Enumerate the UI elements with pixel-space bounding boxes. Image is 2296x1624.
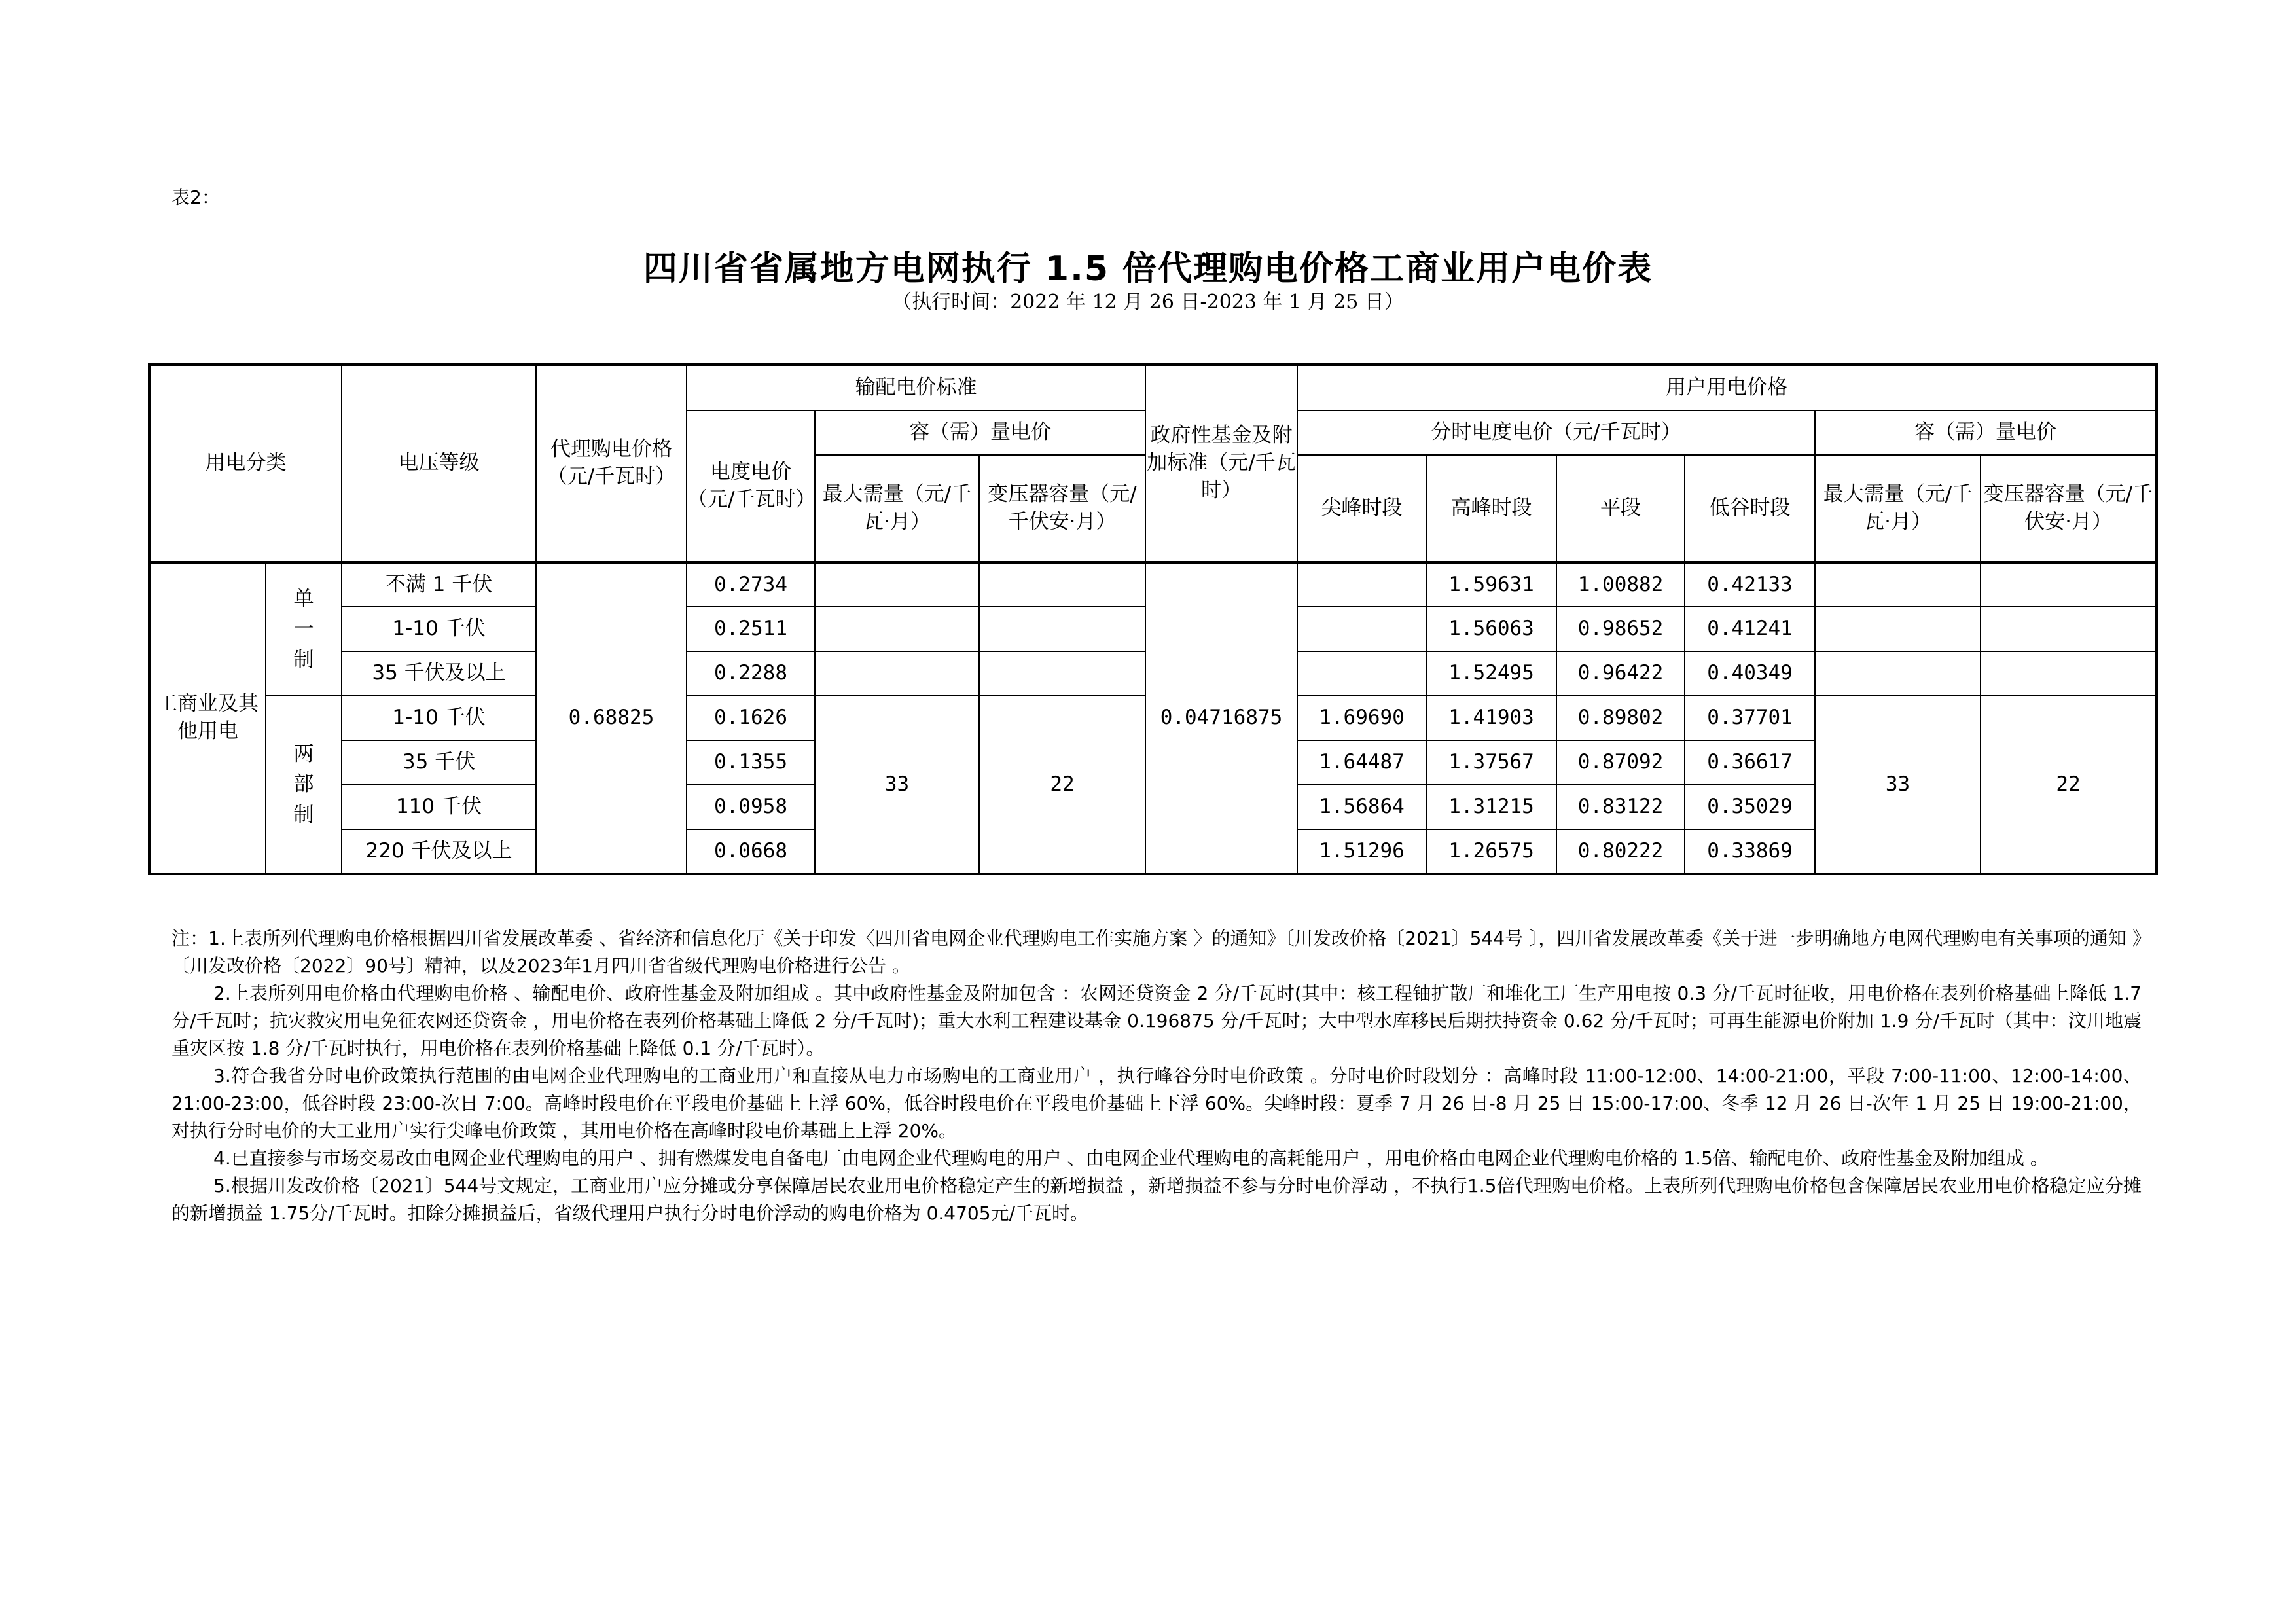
voltage-cell: 35 千伏 xyxy=(342,740,536,785)
valley-cell: 0.37701 xyxy=(1685,696,1815,740)
header-voltage: 电压等级 xyxy=(342,365,536,562)
voltage-cell: 110 千伏 xyxy=(342,785,536,829)
sharp-peak-cell: 1.56864 xyxy=(1297,785,1426,829)
voltage-cell: 220 千伏及以上 xyxy=(342,829,536,874)
header-user-price: 用户用电价格 xyxy=(1297,365,2157,410)
header-tou-price: 分时电度电价（元/千瓦时） xyxy=(1297,410,1815,455)
header-energy-price: 电度电价（元/千瓦时） xyxy=(687,410,815,562)
note-2: 2.上表所列用电价格由代理购电价格 、输配电价、政府性基金及附加组成 。其中政府性基金及附加包含 ：农网还贷资金 2 分/千瓦时(其中：核工程铀扩散厂和堆化工厂生产用电按 0.3 分/千瓦时征收，用电价格在表列价格基础上降低 1.7 分/千瓦时；抗灾救灾用电免征农网还贷资金 ，用电价格在表列价格基础上降低 2 分/千瓦时)；重大水利工程建设基金 0.196875 分/千瓦时；大中型水库移民后期扶持资金 0.62 分/千瓦时；可再生能源电价附加 1.9 分/千瓦时（其中：汶川地震重灾区按 1.8 分/千瓦时执行，用电价格在表列价格基础上降低 0.1 分/千瓦时）。 xyxy=(171,983,2142,1059)
valley-cell: 0.36617 xyxy=(1685,740,1815,785)
max-demand-cell xyxy=(815,607,979,651)
user-transformer-cell xyxy=(1981,651,2157,696)
sharp-peak-cell xyxy=(1297,651,1426,696)
sharp-peak-cell xyxy=(1297,562,1426,607)
user-transformer-cell xyxy=(1981,562,2157,607)
header-peak: 高峰时段 xyxy=(1426,455,1556,562)
energy-price-cell: 0.2288 xyxy=(687,651,815,696)
valley-cell: 0.42133 xyxy=(1685,562,1815,607)
user-transformer-cell xyxy=(1981,607,2157,651)
energy-price-cell: 0.2511 xyxy=(687,607,815,651)
sharp-peak-cell: 1.69690 xyxy=(1297,696,1426,740)
voltage-cell: 35 千伏及以上 xyxy=(342,651,536,696)
energy-price-cell: 0.0958 xyxy=(687,785,815,829)
category-cell: 工商业及其他用电 xyxy=(149,562,266,874)
peak-cell: 1.26575 xyxy=(1426,829,1556,874)
valley-cell: 0.41241 xyxy=(1685,607,1815,651)
header-transmission: 输配电价标准 xyxy=(687,365,1145,410)
user-max-demand-cell xyxy=(1815,562,1981,607)
flat-cell: 0.80222 xyxy=(1556,829,1685,874)
user-max-demand-cell xyxy=(1815,651,1981,696)
header-user-max-demand: 最大需量（元/千瓦·月） xyxy=(1815,455,1981,562)
page-title: 四川省省属地方电网执行 1.5 倍代理购电价格工商业用户电价表 xyxy=(643,249,1653,289)
header-agency-price: 代理购电价格（元/千瓦时） xyxy=(536,365,687,562)
single-system-cell: 单一制 xyxy=(266,562,342,696)
peak-cell: 1.41903 xyxy=(1426,696,1556,740)
agency-price-cell: 0.68825 xyxy=(536,562,687,874)
sharp-peak-cell xyxy=(1297,607,1426,651)
user-max-demand-cell: 33 xyxy=(1815,696,1981,874)
energy-price-cell: 0.1626 xyxy=(687,696,815,740)
header-flat: 平段 xyxy=(1556,455,1685,562)
energy-price-cell: 0.2734 xyxy=(687,562,815,607)
price-table xyxy=(148,363,2158,875)
user-max-demand-cell xyxy=(1815,607,1981,651)
max-demand-cell: 33 xyxy=(815,696,979,874)
sharp-peak-cell: 1.51296 xyxy=(1297,829,1426,874)
header-user-transformer: 变压器容量（元/千伏安·月） xyxy=(1981,455,2157,562)
peak-cell: 1.56063 xyxy=(1426,607,1556,651)
effective-period: （执行时间：2022 年 12 月 26 日-2023 年 1 月 25 日） xyxy=(892,291,1404,314)
peak-cell: 1.37567 xyxy=(1426,740,1556,785)
energy-price-cell: 0.0668 xyxy=(687,829,815,874)
header-max-demand: 最大需量（元/千瓦·月） xyxy=(815,455,979,562)
flat-cell: 0.83122 xyxy=(1556,785,1685,829)
transformer-cell xyxy=(979,562,1145,607)
note-5: 5.根据川发改价格〔2021〕544号文规定，工商业用户应分摊或分享保障居民农业用电价格稳定产生的新增损益 ，新增损益不参与分时电价浮动 ，不执行1.5倍代理购电价格。上表所列代理购电价格包含保障居民农业用电价格稳定应分摊的新增损益 1.75分/千瓦时。扣除分摊损益后，省级代理用户执行分时电价浮动的购电价格为 0.4705元/千瓦时。 xyxy=(171,1175,2142,1224)
flat-cell: 0.98652 xyxy=(1556,607,1685,651)
gov-fund-cell: 0.04716875 xyxy=(1145,562,1297,874)
sharp-peak-cell: 1.64487 xyxy=(1297,740,1426,785)
table-row xyxy=(149,562,2157,607)
header-user-capacity: 容（需）量电价 xyxy=(1815,410,2157,455)
transformer-cell xyxy=(979,651,1145,696)
note-3: 3.符合我省分时电价政策执行范围的由电网企业代理购电的工商业用户和直接从电力市场购电的工商业用户 ，执行峰谷分时电价政策 。分时电价时段划分 ：高峰时段 11:00-12:00、14:00-21:00，平段 7:00-11:00、12:00-14:00、21:00-23:00，低谷时段 23:00-次日 7:00。高峰时段电价在平段电价基础上上浮 60%，低谷时段电价在平段电价基础上下浮 60%。尖峰时段：夏季 7 月 26 日-8 月 25 日 15:00-17:00、冬季 12 月 26 日-次年 1 月 25 日 19:00-21:00，对执行分时电价的大工业用户实行尖峰电价政策 ，其用电价格在高峰时段电价基础上上浮 20%。 xyxy=(171,1065,2142,1142)
peak-cell: 1.59631 xyxy=(1426,562,1556,607)
valley-cell: 0.33869 xyxy=(1685,829,1815,874)
flat-cell: 0.96422 xyxy=(1556,651,1685,696)
header-category: 用电分类 xyxy=(149,365,342,562)
two-part-system-cell: 两部制 xyxy=(266,696,342,874)
user-transformer-cell: 22 xyxy=(1981,696,2157,874)
notes-section xyxy=(171,925,2142,1227)
header-capacity: 容（需）量电价 xyxy=(815,410,1145,455)
flat-cell: 0.87092 xyxy=(1556,740,1685,785)
valley-cell: 0.40349 xyxy=(1685,651,1815,696)
max-demand-cell xyxy=(815,651,979,696)
header-gov-fund: 政府性基金及附加标准（元/千瓦时） xyxy=(1145,365,1297,562)
voltage-cell: 1-10 千伏 xyxy=(342,696,536,740)
header-sharp-peak: 尖峰时段 xyxy=(1297,455,1426,562)
header-valley: 低谷时段 xyxy=(1685,455,1815,562)
peak-cell: 1.52495 xyxy=(1426,651,1556,696)
note-4: 4.已直接参与市场交易改由电网企业代理购电的用户 、拥有燃煤发电自备电厂由电网企业代理购电的用户 、由电网企业代理购电的高耗能用户 ，用电价格由电网企业代理购电价格的 1.5倍、输配电价、政府性基金及附加组成 。 xyxy=(213,1147,2049,1169)
header-transformer: 变压器容量（元/千伏安·月） xyxy=(979,455,1145,562)
max-demand-cell xyxy=(815,562,979,607)
voltage-cell: 1-10 千伏 xyxy=(342,607,536,651)
flat-cell: 1.00882 xyxy=(1556,562,1685,607)
energy-price-cell: 0.1355 xyxy=(687,740,815,785)
voltage-cell: 不满 1 千伏 xyxy=(342,562,536,607)
table-label: 表2： xyxy=(171,187,220,208)
transformer-cell xyxy=(979,607,1145,651)
note-1: 注：1.上表所列代理购电价格根据四川省发展改革委 、省经济和信息化厅《关于印发〈四川省电网企业代理购电工作实施方案 〉的通知》〔川发改价格〔2021〕544号 〕，四川省发展改革委《关于进一步明确地方电网代理购电有关事项的通知 》〔川发改价格〔2022〕90号〕精神，以及2023年1月四川省省级代理购电价格进行公告 。 xyxy=(171,928,2142,977)
peak-cell: 1.31215 xyxy=(1426,785,1556,829)
flat-cell: 0.89802 xyxy=(1556,696,1685,740)
valley-cell: 0.35029 xyxy=(1685,785,1815,829)
transformer-cell: 22 xyxy=(979,696,1145,874)
